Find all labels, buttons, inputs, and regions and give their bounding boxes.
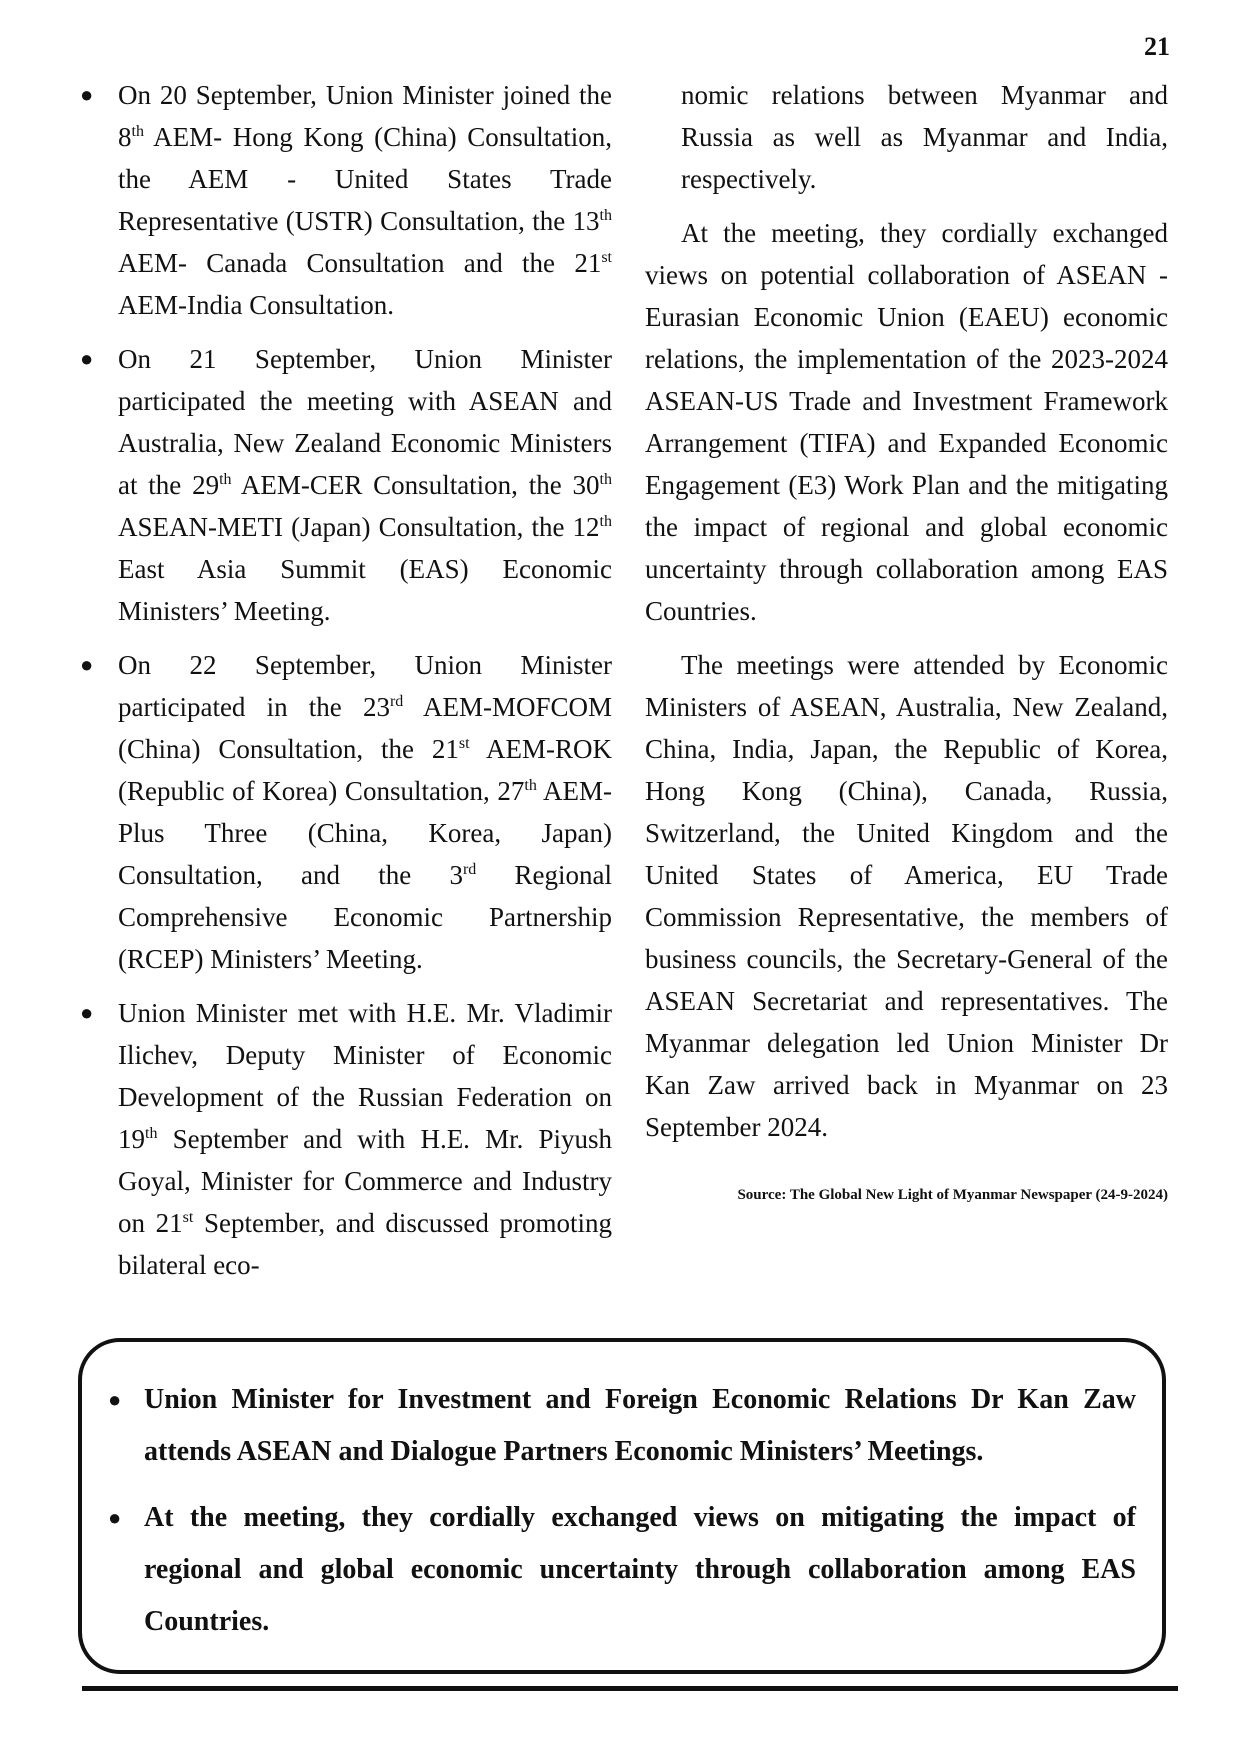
highlights-list (102, 1374, 1136, 1648)
highlight-text: Union Minister for Investment and Foreign Economic Relations Dr Kan Zaw attends ASEAN and Dialogue Partners Economic Ministers’ Meetings. (144, 1384, 1136, 1467)
list-item (72, 992, 612, 1286)
paragraph: The meetings were attended by Economic Ministers of ASEAN, Australia, New Zealand, China, India, Japan, the Republic of Korea, Hong Kong (China), Canada, Russia, Switzerland, the United Kingdom and the United States of America, EU Trade Commission Representative, the members of business councils, the Secretary-General of the ASEAN Secretariat and representatives. The Myanmar delegation led Union Minister Dr Kan Zaw arrived back in Myanmar on 23 September 2024. (645, 650, 1168, 1142)
highlight-text: At the meeting, they cordially exchanged views on mitigating the impact of regional and global economic uncertainty through collaboration among EAS Countries. (144, 1502, 1136, 1637)
bullet-icon: ● (80, 652, 94, 677)
list-item (72, 644, 612, 980)
list-item (72, 74, 612, 326)
left-bullet-list (72, 74, 612, 1286)
bottom-rule (82, 1686, 1178, 1691)
page-number: 21 (1144, 32, 1170, 61)
bullet-icon: ● (108, 1505, 122, 1530)
bullet-icon: ● (80, 82, 94, 107)
bullet-text: On 21 September, Union Minister participated the meeting with ASEAN and Australia, New Zealand Economic Ministers at the 29th AEM-CER Consultation, the 30th ASEAN-METI (Japan) Consultation, the 12th East Asia Summit (EAS) Economic Ministers’ Meeting. (118, 344, 612, 626)
highlights-box (78, 1338, 1166, 1674)
list-item (72, 338, 612, 632)
bullet-text: On 22 September, Union Minister participated in the 23rd AEM-MOFCOM (China) Consultation, the 21st AEM-ROK (Republic of Korea) Consultation, 27th AEM-Plus Three (China, Korea, Japan) Consultation, and the 3rd Regional Comprehensive Economic Partnership (RCEP) Ministers’ Meeting. (118, 650, 613, 974)
continuation-paragraph: nomic relations between Myanmar and Russia as well as Myanmar and India, respectively. (681, 80, 1168, 194)
bullet-icon: ● (108, 1387, 122, 1412)
source-citation: Source: The Global New Light of Myanmar Newspaper (24-9-2024) (737, 1187, 1168, 1203)
highlight-item (102, 1492, 1136, 1648)
bullet-icon: ● (80, 1000, 94, 1025)
right-column (645, 74, 1168, 1216)
bullet-text: On 20 September, Union Minister joined the 8th AEM- Hong Kong (China) Consultation, the AEM - United States Trade Representative (USTR) Consultation, the 13th AEM- Canada Consultation and the 21st AEM-India Consultation. (118, 80, 612, 320)
bullet-icon: ● (80, 346, 94, 371)
bullet-text: Union Minister met with H.E. Mr. Vladimir Ilichev, Deputy Minister of Economic Development of the Russian Federation on 19th September and with H.E. Mr. Piyush Goyal, Minister for Commerce and Industry on 21st September, and discussed promoting bilateral eco- (118, 998, 613, 1280)
paragraph: At the meeting, they cordially exchanged views on potential collaboration of ASEAN -Eurasian Economic Union (EAEU) economic relations, the implementation of the 2023-2024 ASEAN-US Trade and Investment Framework Arrangement (TIFA) and Expanded Economic Engagement (E3) Work Plan and the mitigating the impact of regional and global economic uncertainty through collaboration among EAS Countries. (645, 218, 1168, 626)
left-column (72, 74, 612, 1298)
highlight-item (102, 1374, 1136, 1478)
